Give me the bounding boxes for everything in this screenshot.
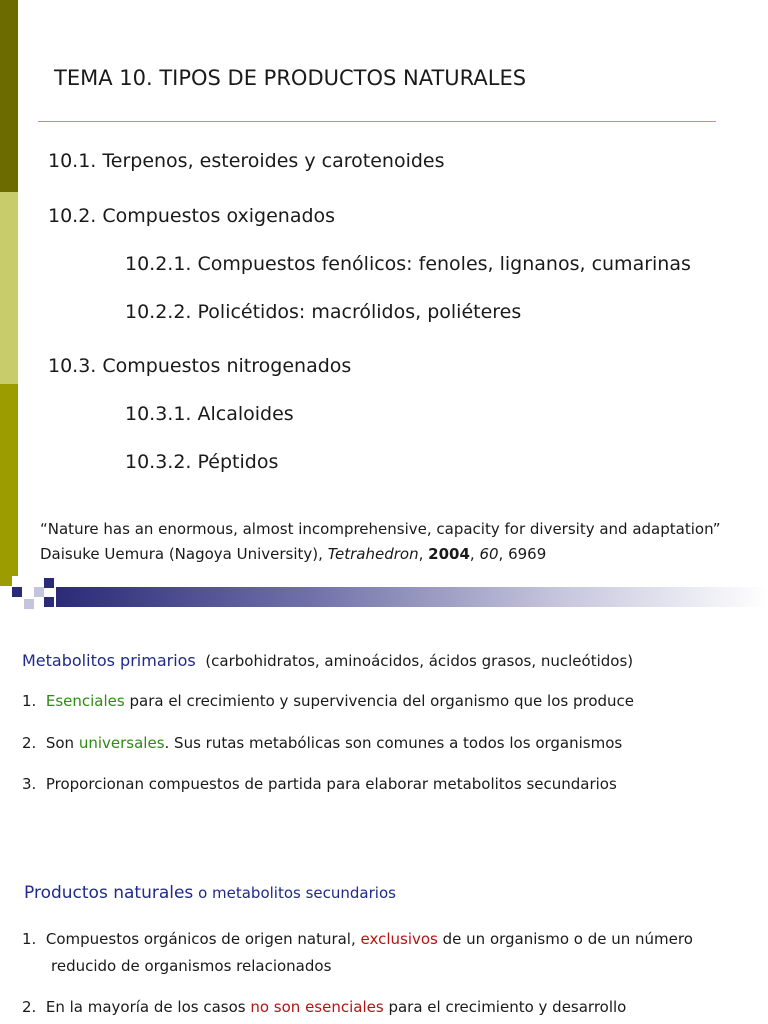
- secundarios-item: [22, 930, 693, 948]
- item-text: . Sus rutas metabólicas son comunes a todos los organismos: [164, 734, 623, 752]
- quote-citation: [40, 545, 546, 563]
- secundarios-item: [22, 998, 626, 1016]
- side-bar-middle: [0, 192, 18, 384]
- item-number: 2.: [22, 734, 37, 752]
- secundarios-heading: Productos naturales: [24, 883, 194, 903]
- item-text: Proporcionan compuestos de partida para elaborar metabolitos secundarios: [45, 775, 617, 793]
- item-text: para el crecimiento y supervivencia del organismo que los produce: [124, 692, 634, 710]
- deco-square: [0, 576, 12, 586]
- primarios-item: [22, 692, 634, 710]
- deco-square: [12, 587, 22, 597]
- quote-author: Daisuke Uemura (Nagoya University),: [40, 545, 328, 563]
- highlight-text: universales: [78, 734, 165, 752]
- secundarios-item-continuation: reducido de organismos relacionados: [51, 957, 332, 975]
- item-number: 3.: [22, 775, 37, 793]
- highlight-text: no son esenciales: [250, 998, 384, 1016]
- secundarios-note: o metabolitos secundarios: [193, 884, 396, 902]
- item-text: Son: [45, 734, 79, 752]
- deco-square: [44, 578, 54, 588]
- side-bar-bottom: [0, 384, 18, 576]
- item-text: para el crecimiento y desarrollo: [383, 998, 627, 1016]
- deco-square: [24, 599, 34, 609]
- title-divider: [38, 121, 716, 122]
- item-number: 1.: [22, 930, 37, 948]
- highlight-text: exclusivos: [360, 930, 438, 948]
- quote-journal: Tetrahedron: [327, 545, 419, 563]
- quote-separator: ,: [498, 545, 509, 563]
- primarios-note: (carbohidratos, aminoácidos, ácidos grasos, nucleótidos): [205, 652, 634, 670]
- toc-subitem: 10.2.1. Compuestos fenólicos: fenoles, lignanos, cumarinas: [125, 253, 691, 275]
- primarios-item: [22, 775, 617, 793]
- deco-square: [44, 597, 54, 607]
- item-number: 2.: [22, 998, 37, 1016]
- item-text: En la mayoría de los casos: [45, 998, 251, 1016]
- item-number: 1.: [22, 692, 37, 710]
- primarios-heading: Metabolitos primarios: [22, 651, 196, 670]
- toc-subitem: 10.3.1. Alcaloides: [125, 403, 294, 425]
- quote-page: 6969: [508, 545, 547, 563]
- quote-volume: 60: [479, 545, 499, 563]
- toc-item: 10.3. Compuestos nitrogenados: [48, 355, 352, 377]
- toc-subitem: 10.2.2. Policétidos: macrólidos, poliéteres: [125, 301, 522, 323]
- gradient-band: [56, 587, 768, 607]
- primarios-heading-line: [22, 651, 633, 670]
- quote-year: 2004: [428, 545, 470, 563]
- highlight-text: Esenciales: [45, 692, 125, 710]
- toc-subitem: 10.3.2. Péptidos: [125, 451, 279, 473]
- item-text: Compuestos orgánicos de origen natural,: [45, 930, 361, 948]
- quote-separator: ,: [469, 545, 480, 563]
- primarios-item: [22, 734, 622, 752]
- toc-item: 10.1. Terpenos, esteroides y carotenoides: [48, 150, 445, 172]
- toc-item: 10.2. Compuestos oxigenados: [48, 205, 336, 227]
- side-bar-top: [0, 0, 18, 192]
- secundarios-heading-line: [24, 883, 396, 903]
- deco-square: [34, 587, 44, 597]
- quote-text: “Nature has an enormous, almost incomprehensive, capacity for diversity and adaptation”: [40, 520, 721, 538]
- item-text: de un organismo o de un número: [437, 930, 693, 948]
- slide-title: TEMA 10. TIPOS DE PRODUCTOS NATURALES: [54, 66, 527, 90]
- quote-separator: ,: [418, 545, 429, 563]
